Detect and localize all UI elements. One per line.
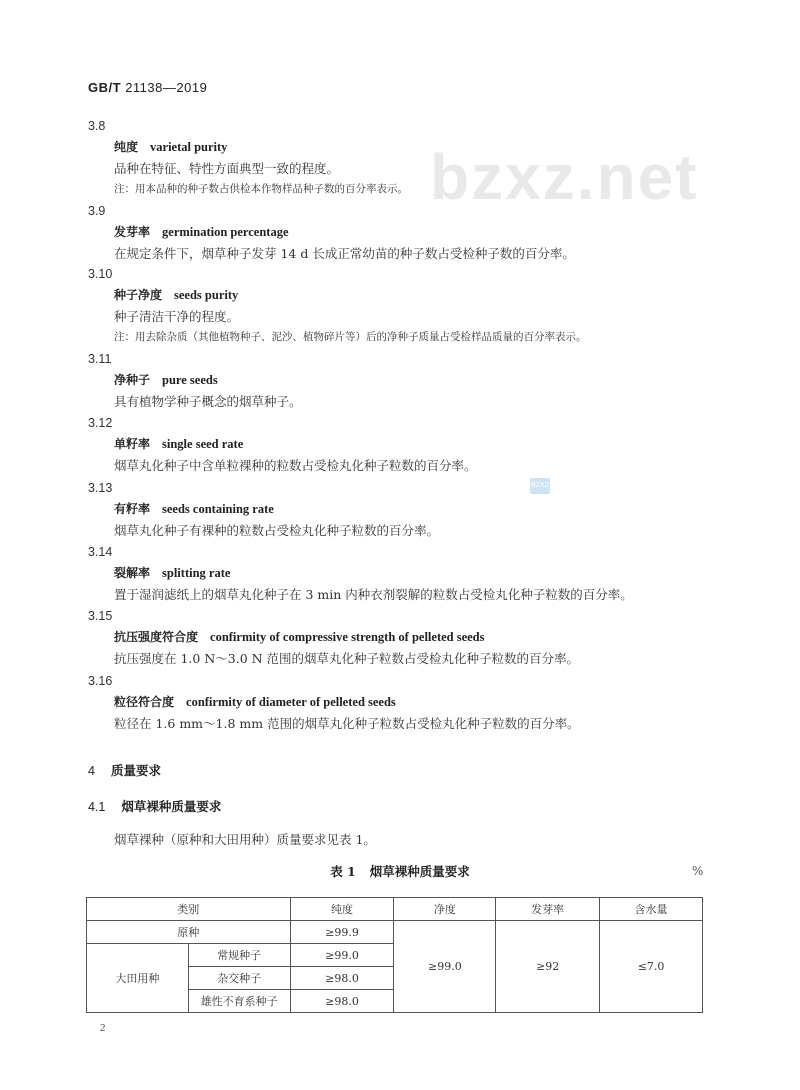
cell-category: 原种: [87, 921, 291, 944]
header-cleanliness: 净度: [394, 898, 496, 921]
term-title: 纯度 varietal purity: [114, 140, 228, 154]
cell-subcategory: 雄性不育系种子: [188, 990, 290, 1013]
term-number: 3.9: [88, 204, 106, 218]
quality-requirements-table: [86, 897, 703, 1013]
term-entry-3-12: [88, 413, 477, 477]
section-4-1-heading: 4.1 烟草裸种质量要求: [88, 799, 222, 814]
header-category: 类别: [87, 898, 291, 921]
term-definition: 置于湿润滤纸上的烟草丸化种子在 3 min 内种衣剂裂解的粒数占受检丸化种子粒数的百分率。: [114, 587, 633, 602]
standard-number: 21138—2019: [125, 80, 208, 95]
stamp-logo: BZXZ: [530, 478, 550, 494]
term-note: 注：用本品种的种子数占供检本作物样品种子数的百分率表示。: [114, 183, 408, 195]
term-title: 有籽率 seeds containing rate: [114, 502, 274, 516]
standard-prefix: GB/T: [88, 80, 122, 95]
term-entry-3-11: [88, 349, 302, 413]
section-4-heading: 4 质量要求: [88, 763, 161, 778]
page-number: 2: [100, 1022, 106, 1034]
term-title: 抗压强度符合度 confirmity of compressive strength of pelleted seeds: [114, 630, 485, 644]
table-row: [87, 921, 703, 944]
term-title: 发芽率 germination percentage: [114, 225, 289, 239]
cell-subcategory: 常规种子: [188, 944, 290, 967]
document-header: [88, 80, 207, 95]
term-number: 3.11: [88, 352, 112, 366]
term-definition: 抗压强度在 1.0 N～3.0 N 范围的烟草丸化种子粒数占受检丸化种子粒数的百分率。: [114, 651, 580, 666]
watermark: bzxz.net: [430, 141, 699, 213]
table-caption: [0, 862, 800, 880]
term-number: 3.13: [88, 481, 113, 495]
table-header-row: [87, 898, 703, 921]
cell-purity: ≥98.0: [290, 990, 394, 1013]
term-note: 注：用去除杂质（其他植物种子、泥沙、植物碎片等）后的净种子质量占受检样品质量的百分率表示。: [114, 331, 587, 343]
term-title: 种子净度 seeds purity: [114, 288, 239, 302]
cell-purity: ≥98.0: [290, 967, 394, 990]
term-entry-3-15: [88, 606, 579, 670]
term-title: 粒径符合度 confirmity of diameter of pelleted seeds: [114, 695, 396, 709]
term-definition: 烟草丸化种子有裸种的粒数占受检丸化种子粒数的百分率。: [114, 523, 440, 538]
term-entry-3-16: [88, 671, 580, 735]
term-entry-3-8: [88, 116, 408, 198]
term-number: 3.14: [88, 545, 113, 559]
term-number: 3.8: [88, 119, 106, 133]
term-title: 净种子 pure seeds: [114, 373, 218, 387]
table-title: 烟草裸种质量要求: [369, 864, 470, 879]
term-entry-3-10: [88, 264, 587, 346]
term-definition: 粒径在 1.6 mm～1.8 mm 范围的烟草丸化种子粒数占受检丸化种子粒数的百分率。: [114, 716, 580, 731]
table-label: 表 1: [330, 864, 356, 879]
term-entry-3-14: [88, 542, 633, 606]
term-definition: 种子清洁干净的程度。: [114, 309, 240, 324]
cell-purity: ≥99.0: [290, 944, 394, 967]
cell-germination: ≥92: [496, 921, 600, 1013]
header-germination: 发芽率: [496, 898, 600, 921]
cell-subcategory: 杂交种子: [188, 967, 290, 990]
cell-moisture: ≤7.0: [600, 921, 703, 1013]
term-definition: 品种在特征、特性方面典型一致的程度。: [114, 161, 340, 176]
term-number: 3.12: [88, 416, 113, 430]
term-title: 单籽率 single seed rate: [114, 437, 244, 451]
section-4-1-text: 烟草裸种（原种和大田用种）质量要求见表 1。: [114, 832, 376, 847]
term-definition: 具有植物学种子概念的烟草种子。: [114, 394, 302, 409]
term-entry-3-13: [88, 478, 439, 542]
term-number: 3.16: [88, 674, 113, 688]
table-unit: %: [692, 864, 704, 878]
term-title: 裂解率 splitting rate: [114, 566, 231, 580]
term-entry-3-9: [88, 201, 575, 265]
term-definition: 烟草丸化种子中含单粒裸种的粒数占受检丸化种子粒数的百分率。: [114, 458, 477, 473]
cell-cleanliness: ≥99.0: [394, 921, 496, 1013]
term-number: 3.15: [88, 609, 113, 623]
term-definition: 在规定条件下，烟草种子发芽 14 d 长成正常幼苗的种子数占受检种子数的百分率。: [114, 246, 575, 261]
header-moisture: 含水量: [600, 898, 703, 921]
cell-purity: ≥99.9: [290, 921, 394, 944]
term-number: 3.10: [88, 267, 113, 281]
cell-group-label: 大田用种: [87, 944, 189, 1013]
header-purity: 纯度: [290, 898, 394, 921]
